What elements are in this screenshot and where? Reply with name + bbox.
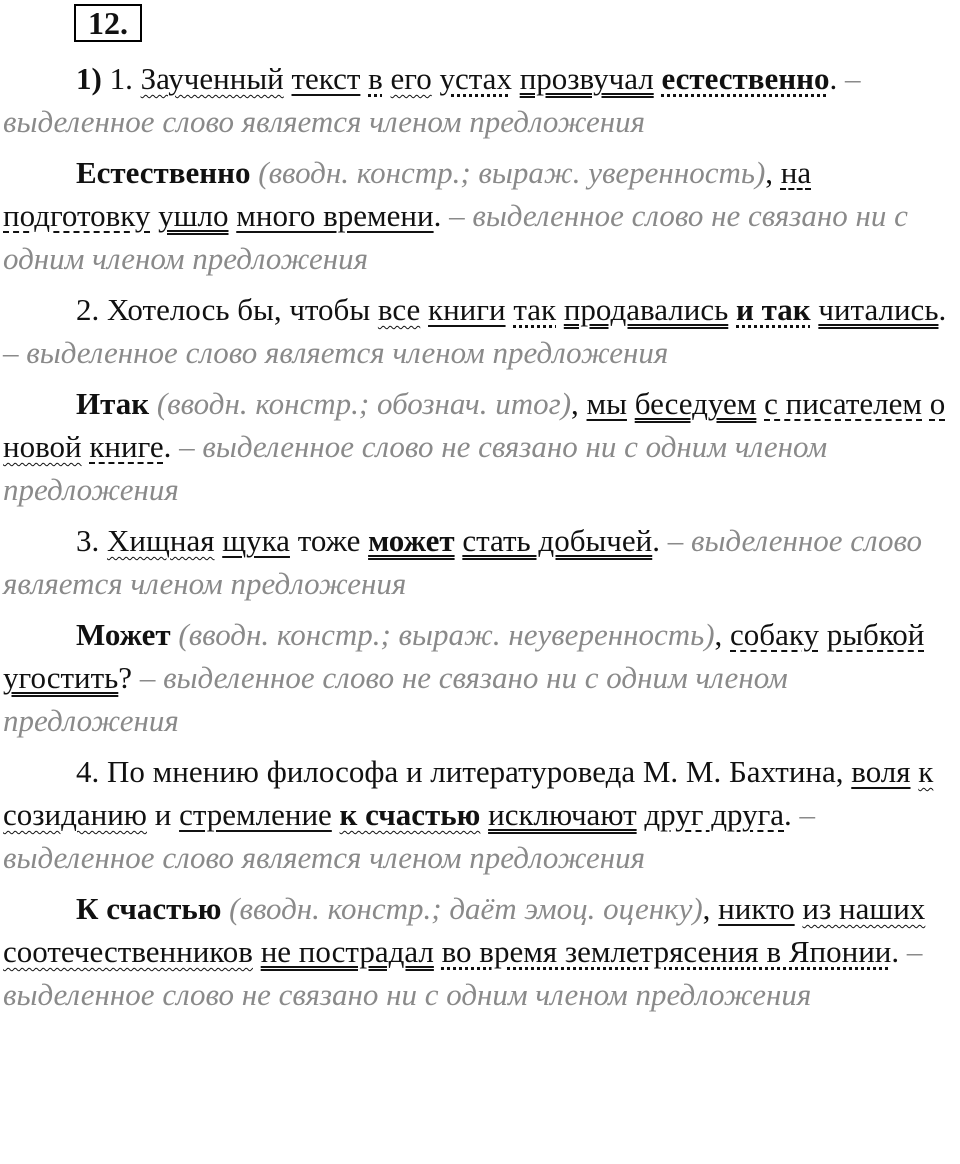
word: друг друга	[644, 797, 785, 832]
plain-text: По мнению философа и литературоведа М. М. Бахтина,	[107, 754, 844, 789]
word: исключают	[488, 797, 637, 832]
paragraph-6	[3, 613, 958, 742]
highlighted-word: к счастью	[339, 797, 481, 832]
punct: .	[652, 523, 660, 558]
item-number: 1.	[109, 61, 133, 96]
word: из наших соотечественников	[3, 891, 926, 969]
paragraph-1	[3, 57, 958, 143]
punct: .	[891, 934, 900, 969]
word: Заученный	[140, 61, 284, 96]
answer-content	[3, 57, 958, 1024]
plain-text: тоже	[297, 523, 361, 558]
word: ушло	[158, 198, 229, 233]
word: Хищная	[107, 523, 215, 558]
word: с писателем	[764, 386, 923, 421]
word: угостить	[3, 660, 119, 695]
punct: .	[163, 429, 172, 464]
part-label: 1)	[76, 61, 102, 96]
highlighted-word: К счастью	[76, 891, 222, 926]
word: беседуем	[634, 386, 757, 421]
word: подготовку	[3, 198, 151, 233]
intro-note: (вводн. констр.; выраж. неуверенность)	[178, 617, 715, 652]
punct: ?	[118, 660, 133, 695]
word: рыбкой	[826, 617, 925, 652]
comment: – выделенное слово не связано ни с одним членом предложения	[3, 198, 908, 276]
paragraph-4	[3, 382, 958, 511]
comment: – выделенное слово является членом предложения	[3, 61, 861, 139]
word: мы	[586, 386, 627, 421]
punct: ,	[765, 155, 774, 190]
item-number: 4.	[76, 754, 100, 789]
paragraph-3	[3, 288, 958, 374]
highlighted-word: естественно	[661, 61, 830, 96]
highlighted-word: Естественно	[76, 155, 251, 190]
word: собаку	[730, 617, 819, 652]
intro-note: (вводн. констр.; даёт эмоц. оценку)	[229, 891, 703, 926]
paragraph-5	[3, 519, 958, 605]
comment: – выделенное слово является членом предложения	[3, 335, 669, 370]
highlighted-word: Итак	[76, 386, 150, 421]
word: много времени	[236, 198, 434, 233]
word: его	[390, 61, 432, 96]
word: устах	[439, 61, 512, 96]
highlighted-word: и так	[736, 292, 811, 327]
word: продавались	[563, 292, 729, 327]
plain-text: Хотелось бы, чтобы	[107, 292, 371, 327]
word: стремление	[179, 797, 332, 832]
word: читались	[818, 292, 939, 327]
item-number: 3.	[76, 523, 100, 558]
word: книге	[89, 429, 164, 464]
word: новой	[3, 429, 82, 464]
paragraph-7	[3, 750, 958, 879]
highlighted-word: может	[368, 523, 455, 558]
item-number: 2.	[76, 292, 100, 327]
punct: .	[433, 198, 442, 233]
comment: – выделенное слово не связано ни с одним членом предложения	[3, 934, 923, 1012]
comment: – выделенное слово является членом предложения	[3, 523, 923, 601]
punct: ,	[571, 386, 579, 421]
intro-note: (вводн. констр.; выраж. уверенность)	[258, 155, 766, 190]
comment: – выделенное слово является членом предложения	[3, 797, 816, 875]
word: все	[377, 292, 421, 327]
comment: – выделенное слово не связано ни с одним членом предложения	[3, 429, 828, 507]
word: во время землетрясения в Японии	[441, 934, 892, 969]
comment: – выделенное слово не связано ни с одним членом предложения	[3, 660, 788, 738]
task-number-box: 12.	[74, 4, 142, 42]
word: в	[368, 61, 383, 96]
paragraph-8	[3, 887, 958, 1016]
word: прозвучал	[519, 61, 654, 96]
word: щука	[222, 523, 290, 558]
intro-note: (вводн. констр.; обознач. итог)	[156, 386, 572, 421]
word: на	[780, 155, 812, 190]
word: так	[513, 292, 557, 327]
highlighted-word: Может	[76, 617, 171, 652]
word: воля	[851, 754, 911, 789]
plain-text: и	[154, 797, 172, 832]
word: книги	[428, 292, 506, 327]
punct: .	[938, 292, 947, 327]
word: не пострадал	[260, 934, 434, 969]
punct: .	[784, 797, 792, 832]
punct: ,	[702, 891, 711, 926]
word: никто	[718, 891, 795, 926]
punct: .	[829, 61, 838, 96]
word: к созиданию	[3, 754, 934, 832]
paragraph-2	[3, 151, 958, 280]
punct: ,	[714, 617, 723, 652]
word: стать добычей	[462, 523, 653, 558]
word: текст	[291, 61, 361, 96]
word: о	[929, 386, 946, 421]
